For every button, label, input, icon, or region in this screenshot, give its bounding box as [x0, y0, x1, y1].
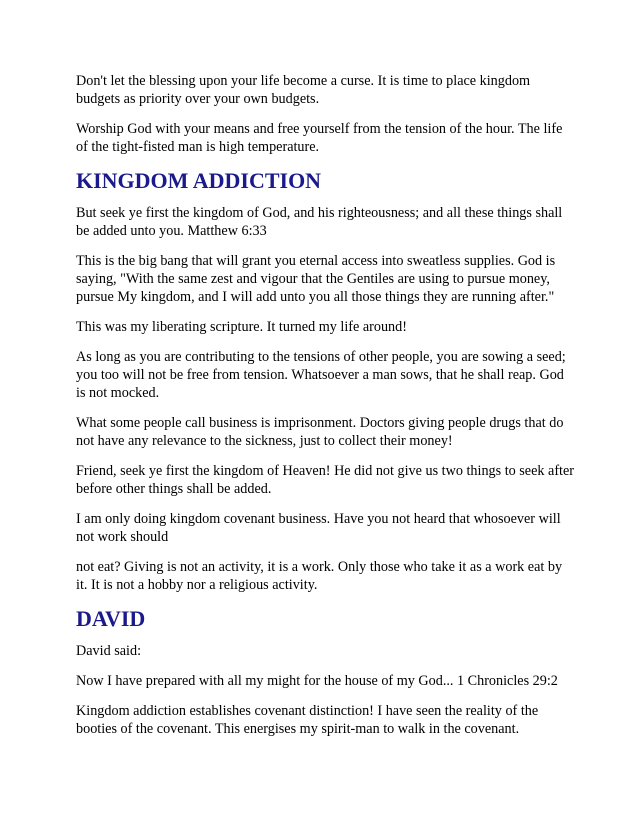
section-heading: DAVID: [76, 606, 146, 631]
paragraph: What some people call business is imprisonment. Doctors giving people drugs that do not have any relevance to the sickness, just to collect their money!: [76, 415, 564, 449]
paragraph: Kingdom addiction establishes covenant distinction! I have seen the reality of the booties of the covenant. This energises my spirit-man to walk in the covenant.: [76, 703, 539, 737]
paragraph: As long as you are contributing to the tensions of other people, you are sowing a seed; you too will not be free from tension. Whatsoever a man sows, that he shall reap. God is not mocked.: [76, 349, 566, 401]
paragraph: not eat? Giving is not an activity, it is a work. Only those who take it as a work eat by it. It is not a hobby nor a religious activity.: [76, 559, 563, 593]
paragraph: This is the big bang that will grant you eternal access into sweatless supplies. God is saying, "With the same zest and vigour that the Gentiles are using to pursue money, pursue My kingdom, and I will add unto you all those things they are running after.": [76, 253, 556, 305]
paragraph: Don't let the blessing upon your life become a curse. It is time to place kingdom budgets as priority over your own budgets.: [76, 73, 531, 107]
paragraph: Worship God with your means and free yourself from the tension of the hour. The life of the tight-fisted man is high temperature.: [76, 121, 563, 155]
section-heading: KINGDOM ADDICTION: [76, 168, 322, 193]
document-page: [76, 72, 576, 750]
paragraph: David said:: [76, 643, 142, 659]
paragraph: Friend, seek ye first the kingdom of Heaven! He did not give us two things to seek after before other things shall be added.: [76, 463, 575, 497]
paragraph: Now I have prepared with all my might for the house of my God... 1 Chronicles 29:2: [76, 673, 558, 689]
paragraph: But seek ye first the kingdom of God, and his righteousness; and all these things shall be added unto you. Matthew 6:33: [76, 205, 563, 239]
paragraph: This was my liberating scripture. It turned my life around!: [76, 319, 407, 335]
paragraph: I am only doing kingdom covenant business. Have you not heard that whosoever will not work should: [76, 511, 561, 545]
